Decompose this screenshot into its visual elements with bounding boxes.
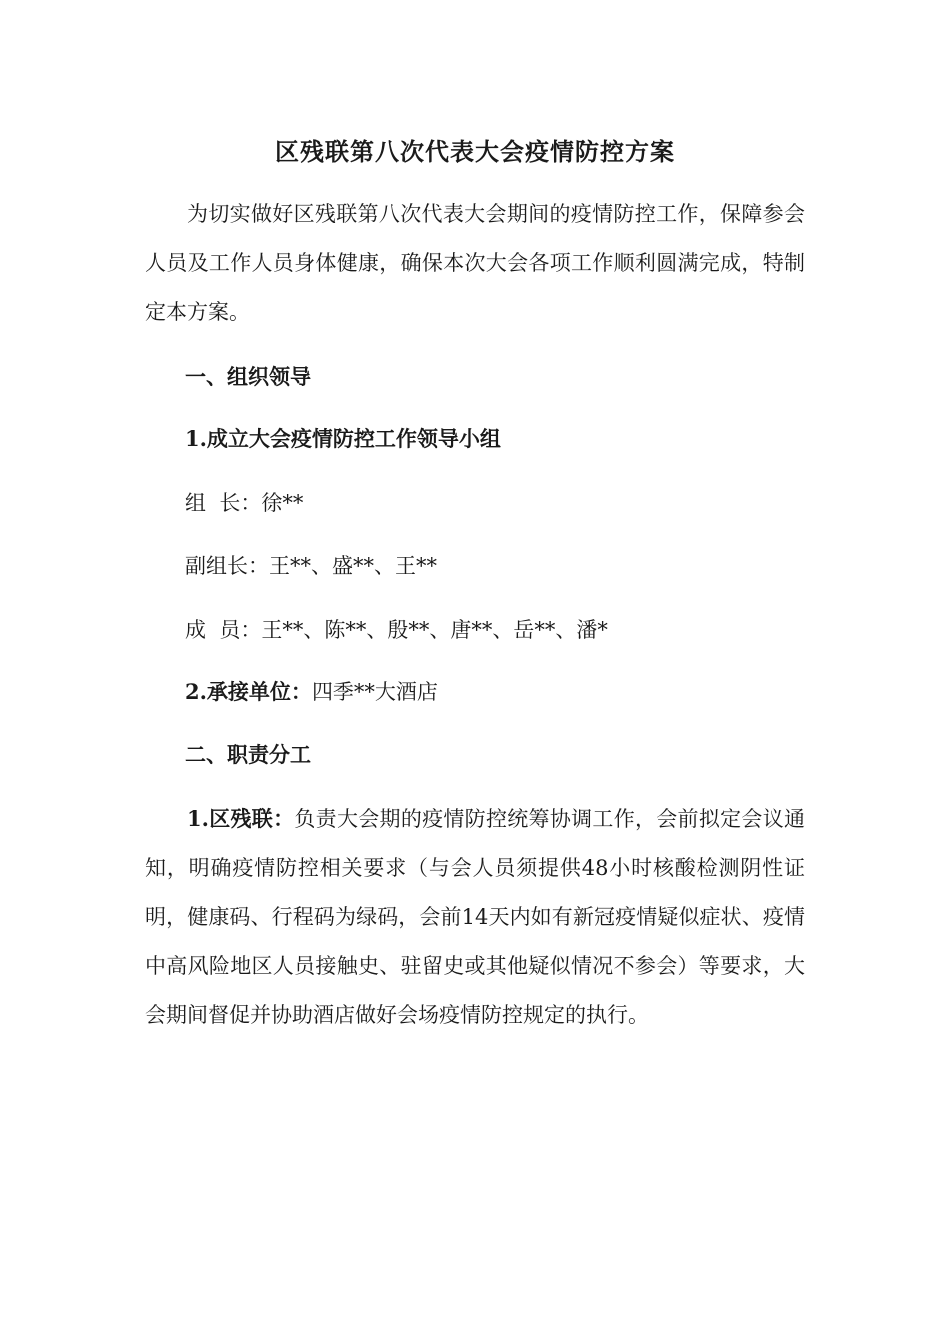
responsibility-text: 负责大会期的疫情防控统筹协调工作，会前拟定会议通知，明确疫情防控相关要求（与会人员须提供48小时核酸检测阴性证明，健康码、行程码为绿码，会前14天内如有新冠疫情疑似症状、疫情中高风险地区人员接触史、驻留史或其他疑似情况不参会）等要求，大会期间督促并协助酒店做好会场疫情防控规定的执行。 <box>145 807 805 1027</box>
members-line: 成 员：王**、陈**、殷**、唐**、岳**、潘* <box>185 618 608 642</box>
section-heading-organization: 一、组织领导 <box>185 364 311 389</box>
responsibility-label: 1.区残联： <box>187 806 295 831</box>
document-title: 区残联第八次代表大会疫情防控方案 <box>275 137 675 166</box>
intro-paragraph: 为切实做好区残联第八次代表大会期间的疫情防控工作，保障参会人员及工作人员身体健康，确保本次大会各项工作顺利圆满完成，特制定本方案。 <box>145 202 805 324</box>
group-leader-line: 组 长：徐** <box>185 491 304 515</box>
deputy-leader-line: 副组长：王**、盛**、王** <box>185 554 437 578</box>
host-unit-label: 2.承接单位： <box>185 679 312 704</box>
section-heading-responsibilities: 二、职责分工 <box>185 742 311 767</box>
host-unit-value: 四季**大酒店 <box>311 680 438 704</box>
host-unit-line <box>185 672 438 712</box>
subsection-heading-leadership-group: 1.成立大会疫情防控工作领导小组 <box>185 426 501 451</box>
responsibility-paragraph-district-federation <box>145 794 805 1040</box>
